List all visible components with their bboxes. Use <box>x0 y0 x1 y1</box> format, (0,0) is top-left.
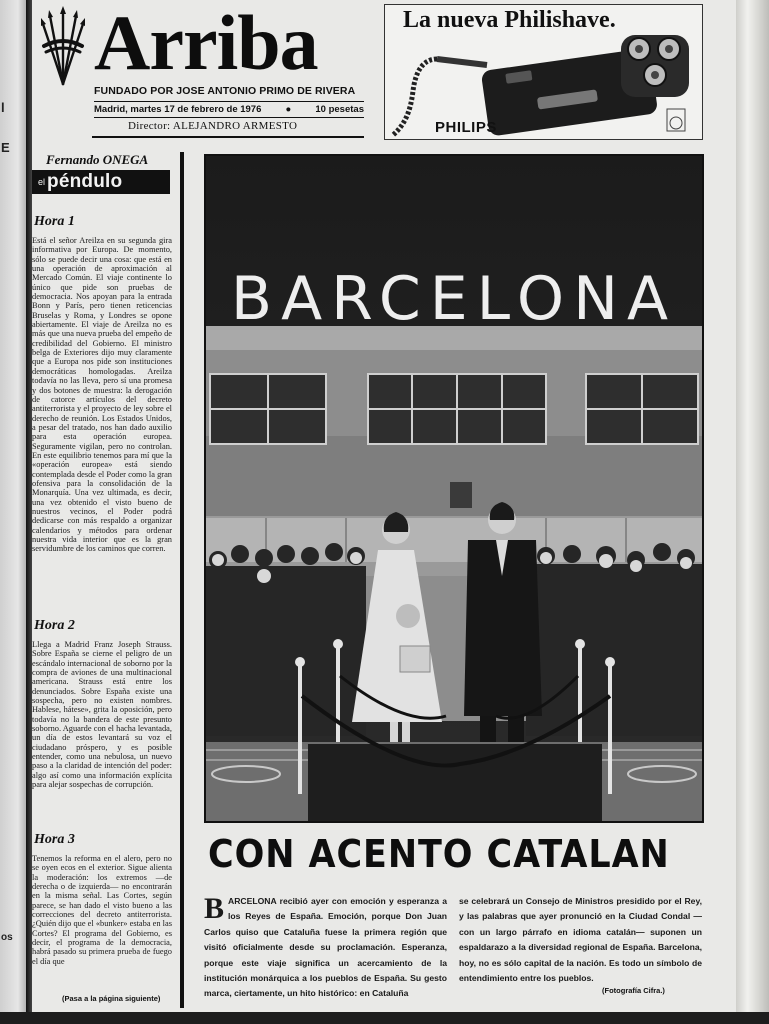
hora-3-heading: Hora 3 <box>34 832 75 847</box>
column-divider <box>180 152 184 1008</box>
prev-page-fragment: os <box>1 932 13 943</box>
story-column-1-text: ARCELONA recibió ayer con emoción y esperanza a los Reyes de España. Emoción, porque Don Juan Carlos quiso que Cataluña fuese la primera región que visitó oficialmente desde su proclamación. Esperanza, porque este viaje significa un acercamiento de la institución monárquica a los pueblos de España. Su gesto marca, ciertamente, un hito histórico: en Cataluña <box>204 896 447 999</box>
story-column-1 <box>204 894 447 1002</box>
hora-2-heading: Hora 2 <box>34 618 75 633</box>
founded-by-line: FUNDADO POR JOSE ANTONIO PRIMO DE RIVERA <box>94 85 356 97</box>
page-stack-edge <box>736 0 769 1024</box>
column-byline: Fernando ONEGA <box>46 152 149 167</box>
hora-1-heading: Hora 1 <box>34 214 75 229</box>
dateline <box>94 101 364 118</box>
ad-brand: PHILIPS <box>435 119 497 136</box>
photo-illustration <box>206 156 702 821</box>
photo-credit: (Fotografía Cifra.) <box>602 986 665 995</box>
director-name: Director: ALEJANDRO ARMESTO <box>128 120 298 132</box>
continued-note: (Pasa a la página siguiente) <box>62 994 161 1003</box>
hora-1-text: Está el señor Areilza en su segunda gira informativa por Europa. De momento, sólo se puede decir una cosa: que está en una operación de aproximación al Mercado Común. El viaje continente lo único que pide son pruebas de democracia. Nos apoyan para la entrada Bonn y París, pero tienen reticencias Bruselas y Roma, y Londres se opone abiertamente. El viaje de Areilza no es más que una nueva prueba del empeño de credibilidad del Gobierno. El ministro belga de Exteriores dijo muy claramente que a Europa nos pide son instituciones democráticas homologadas. Areilza todavía no las lleva, pero sí una promesa y dos botones de muestra: la derogación de catorce artículos del decreto antiterrorista y el proyecto de ley sobre el derecho de reunión. Los Estados Unidos, a pesar del tratado, nos han dado auxilio para esta operación europea. Seguramente vigilan, pero no controlan. En este equilibrio tenemos para mí que la «operación europea» está siendo contemplada desde el Poder como la gran ofensiva para la consolidación de la Monarquía. Una vez ultimada, es decir, una vez obtenido el visto bueno de nuestros vecinos, el Poder podrá dedicarse con más respaldo a organizar calendarios y métodos para ordenar nuestra vida interior que es la gran servidumbre de los caminos que corren. <box>32 236 172 554</box>
issue-price: 10 pesetas <box>315 104 364 115</box>
newspaper-logo: Arriba <box>94 0 318 86</box>
hora-3-text: Tenemos la reforma en el alero, pero no se oyen ecos en el exterior. Sigue alienta la moderación: los extremos —de derecha o de izquierda— no encontrarán en la misma señal. Las Cortes, según parece, se han dado el visto bueno a las correcciones del decreto antiterrorista. ¿Quién dijo que el «bunker» estaba en las Cortes? El programa del Gobierno, es decir, el programa de la democracia, habrá pasado su primera prueba de fuego el día que <box>32 854 172 966</box>
newspaper-page <box>32 0 737 1016</box>
ad-headline: La nueva Philishave. <box>403 7 616 33</box>
yoke-and-arrows-emblem <box>38 6 88 86</box>
prev-page-fragment: l <box>1 100 5 115</box>
masthead-rule <box>92 136 364 138</box>
main-headline: CON ACENTO CATALAN <box>208 832 670 876</box>
column-section-banner <box>32 170 170 194</box>
story-dropcap: B <box>204 892 225 925</box>
section-prefix: el <box>38 177 46 187</box>
hora-2-text: Llega a Madrid Franz Joseph Strauss. Sobre España se cierne el peligro de un escándalo internacional de soborno por la compra de aviones de una multinacional americana. Strauss está entre los denunciados. Sobre España existe una sospecha, pero no existen nombres. Hablese, hátese», grita la oposición, pero todavía no la bandera de este presunto soborno. Aguarde con el hacha levantada, un día de estos levantará su voz el ciudadano próspero, y es posible entender, como una nebulosa, un nuevo paso a la claridad de intención del poder: algo así como una información explícita para alejar sospechas de corrupción. <box>32 640 172 790</box>
photo-barcelona-sign: BARCELONA <box>230 264 678 334</box>
director-line <box>128 120 297 132</box>
bullet-separator: ● <box>285 104 292 115</box>
barcelona-arrival-photo <box>204 154 704 823</box>
story-column-2: se celebrará un Consejo de Ministros presidido por el Rey, y las palabras que ayer pronunció en la Ciudad Condal —con un largo párrafo en idioma catalán— suponen un espaldarazo a la diversidad regional de España. Barcelona, hoy, no es sólo capital de la nación. Es todo un símbolo de entendimiento entre los pueblos. <box>459 896 702 984</box>
philips-advertisement <box>384 4 703 140</box>
issue-date: Madrid, martes 17 de febrero de 1976 <box>94 104 262 115</box>
section-title: péndulo <box>47 171 123 192</box>
binding-bottom-edge <box>0 1012 769 1024</box>
prev-page-fragment: E <box>1 140 10 155</box>
electric-shaver-illustration <box>385 35 702 139</box>
